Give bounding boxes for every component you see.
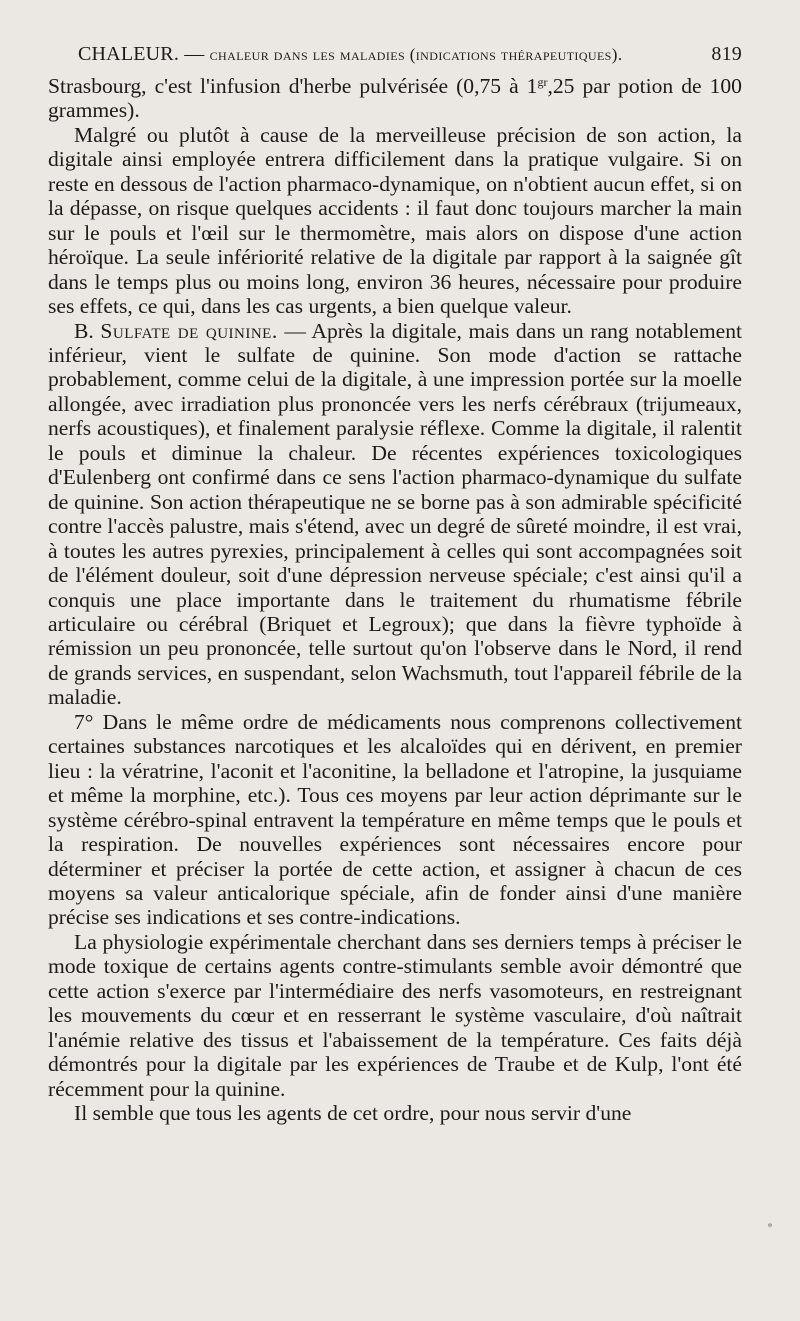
paragraph-5: La physiologie expérimentale cherchant dans ses derniers temps à préciser le mode toxique de certains agents contre-stimulants semble avoir démontré que cette action s'exerce par l'intermédiaire des nerfs vasomoteurs, en restreignant les mouvements du cœur et en resserrant le système vasculaire, d'où naîtrait l'anémie relative des tissus et l'abaissement de la température. Ces faits déjà démontrés pour la digitale par les expériences de Traube et de Kulp, l'ont été récemment pour la quinine.	[48, 929, 742, 1101]
running-head	[78, 40, 622, 69]
running-head-subtitle: chaleur dans les maladies (indications thérapeutiques).	[209, 45, 623, 64]
running-header	[48, 40, 742, 68]
paragraph-4: 7° Dans le même ordre de médicaments nous comprenons collectivement certaines substances narcotiques et les alcaloïdes qui en dérivent, en premier lieu : la vératrine, l'aconit et l'aconitine, la belladone et l'atropine, la jusquiame et même la morphine, etc.). Tous ces moyens par leur action déprimante sur le système cérébro-spinal entravent la température en même temps que le pouls et la respiration. De nouvelles expériences sont nécessaires encore pour déterminer et préciser la portée de cette action, et assigner à chacun de ces moyens sa valeur anticalorique spéciale, afin de fonder ainsi d'une manière précise ses indications et ses contre-indications.	[48, 709, 742, 930]
paragraph-2: Malgré ou plutôt à cause de la merveilleuse précision de son action, la digitale ainsi employée entrera difficilement dans la pratique vulgaire. Si on reste en dessous de l'action pharmaco-dynamique, on n'obtient aucun effet, si on la dépasse, on risque quelques accidents : il faut donc toujours marcher la main sur le pouls et l'œil sur le thermomètre, mais alors on dispose d'une action héroïque. La seule infériorité relative de la digitale par rapport à la saignée gît dans le temps plus ou moins long, environ 36 heures, nécessaire pour produire ses effets, ce qui, dans les cas urgents, a bien quelque valeur.	[48, 122, 742, 319]
running-head-lead: CHALEUR. —	[78, 43, 210, 65]
unit-superscript: gr	[537, 75, 548, 89]
section-heading: Sulfate de quinine.	[100, 318, 278, 343]
paragraph-1: Strasbourg, c'est l'infusion d'herbe pulvérisée (0,75 à $1^{gr},25$ par potion de 100 grammes).	[48, 74, 742, 123]
paragraph-6: Il semble que tous les agents de cet ordre, pour nous servir d'une	[74, 1101, 632, 1126]
body-text	[48, 74, 742, 1125]
page-number: 819	[711, 43, 742, 65]
printer-mark: ﹡	[763, 1220, 777, 1235]
paragraph-3: B. Sulfate de quinine. — Après la digitale, mais dans un rang notablement inférieur, vient le sulfate de quinine. Son mode d'action se rattache probablement, comme celui de la digitale, à une impression portée sur la moelle allongée, avec irradiation plus prononcée vers les nerfs cérébraux (trijumeaux, nerfs acoustiques), et finalement paralysie réflexe. Comme la digitale, il ralentit le pouls et diminue la chaleur. De récentes expériences toxicologiques d'Eulenberg ont confirmé dans ce sens l'action pharmaco-dynamique du sulfate de quinine. Son action thérapeutique ne se borne pas à son admirable spécificité contre l'accès palustre, mais s'étend, avec un degré de sûreté moindre, il est vrai, à toutes les autres pyrexies, principalement à celles qui sont accompagnées soit de l'élément douleur, soit d'une dépression nerveuse spéciale; c'est ainsi qu'il a conquis une place importante dans le traitement du rhumatisme fébrile articulaire ou cérébral (Briquet et Legroux); que dans la fièvre typhoïde à rémission un peu prononcée, telle surtout qu'on l'observe dans le Nord, il rend de grands services, en suspendant, selon Wachsmuth, tout l'appareil fébrile de la maladie.	[48, 318, 742, 710]
